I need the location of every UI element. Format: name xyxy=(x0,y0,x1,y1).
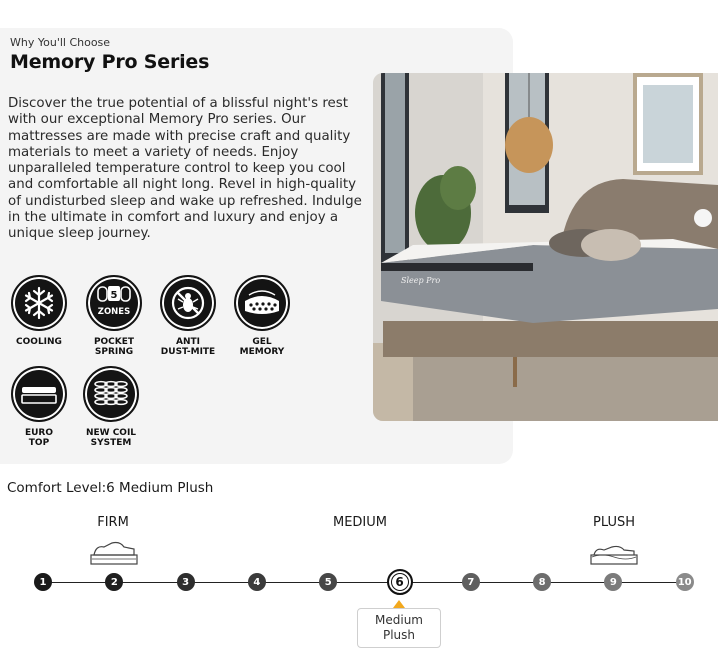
feature-gel-memory xyxy=(225,275,299,357)
comfort-level-1[interactable]: 1 xyxy=(34,573,52,591)
feature-label: ANTI DUST-MITE xyxy=(160,337,216,357)
coil-icon xyxy=(90,374,132,414)
feature-label: EURO TOP xyxy=(24,428,54,448)
comfort-level-9[interactable]: 9 xyxy=(604,573,622,591)
feature-label: COOLING xyxy=(16,337,62,347)
plush-label: PLUSH xyxy=(593,515,635,530)
comfort-level-heading: Comfort Level:6 Medium Plush xyxy=(7,480,214,496)
comfort-level-4[interactable]: 4 xyxy=(248,573,266,591)
no-dust-mite-icon xyxy=(168,283,208,323)
comfort-level-6[interactable]: 6 xyxy=(387,569,413,595)
zones-text: ZONES xyxy=(97,307,131,317)
firm-label: FIRM xyxy=(97,515,129,530)
selected-level-marker xyxy=(393,600,405,608)
firm-mattress-icon xyxy=(90,535,138,567)
comfort-level-2[interactable]: 2 xyxy=(105,573,123,591)
feature-anti-dust-mite xyxy=(151,275,225,357)
page-title: Memory Pro Series xyxy=(10,51,210,73)
feature-label: POCKET SPRING xyxy=(93,337,135,357)
comfort-level-3[interactable]: 3 xyxy=(177,573,195,591)
feature-label: GEL MEMORY xyxy=(239,337,285,357)
gel-memory-icon xyxy=(241,283,283,323)
comfort-level-5[interactable]: 5 xyxy=(319,573,337,591)
plush-mattress-icon xyxy=(590,535,638,567)
brand-mark: Sleep Pro xyxy=(401,276,441,285)
euro-top-icon xyxy=(18,374,60,414)
comfort-level-10[interactable]: 10 xyxy=(676,573,694,591)
selected-level-tooltip xyxy=(357,608,441,648)
snowflake-icon xyxy=(19,283,59,323)
tooltip-line-1: Medium xyxy=(375,613,423,627)
feature-coil-system xyxy=(74,366,148,448)
feature-euro-top xyxy=(2,366,76,448)
eyebrow-text: Why You'll Choose xyxy=(10,36,111,49)
feature-pocket-spring xyxy=(77,275,151,357)
comfort-scale-track xyxy=(43,582,685,583)
series-description: Discover the true potential of a blissful night's rest with our exceptional Memory Pro series. Our mattresses are made with precise craft and quality materials to meet a variety of needs. Enjoy unparalleled temperature control to keep you cool and comfortable all night long. Revel in high-quality of undisturbed sleep and wake up refreshed. Indulge in the ultimate in comfort and luxury and enjoy a unique sleep journey. xyxy=(8,96,362,242)
comfort-level-8[interactable]: 8 xyxy=(533,573,551,591)
tooltip-line-2: Plush xyxy=(382,628,416,642)
comfort-level-7[interactable]: 7 xyxy=(462,573,480,591)
medium-label: MEDIUM xyxy=(332,515,388,530)
feature-cooling xyxy=(2,275,76,347)
zones-number: 5 xyxy=(110,290,118,301)
bedroom-photo xyxy=(373,73,718,421)
feature-label: NEW COIL SYSTEM xyxy=(85,428,137,448)
zones-icon xyxy=(92,281,136,325)
